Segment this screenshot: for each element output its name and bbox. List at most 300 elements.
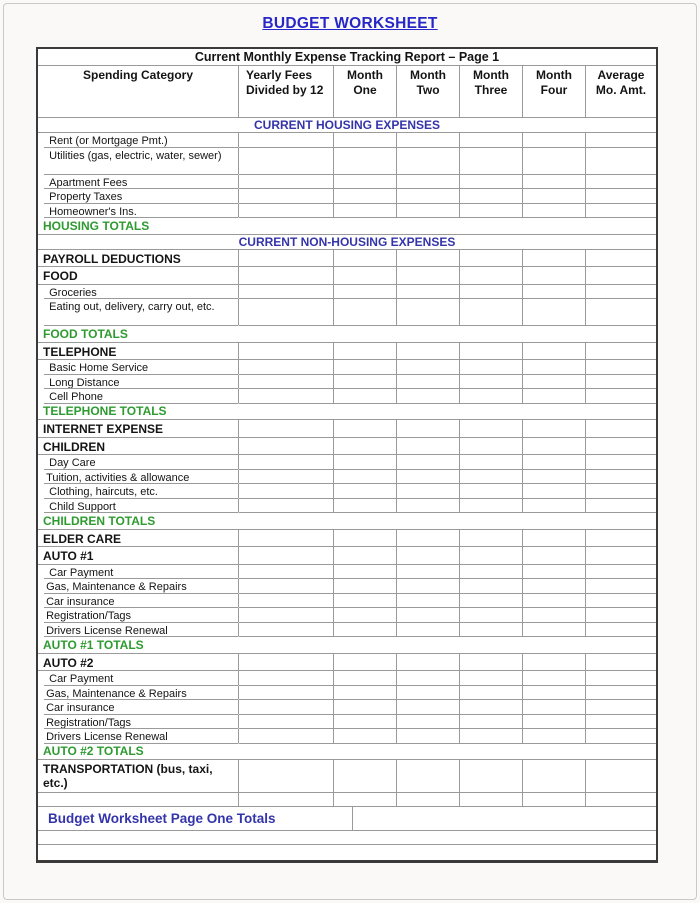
month-1-cell (334, 389, 397, 404)
average-amount-cell (586, 455, 656, 470)
average-amount-cell (586, 438, 656, 455)
month-2-cell (397, 189, 460, 204)
expense-item-row (38, 499, 656, 514)
month-2-cell (397, 594, 460, 609)
spending-category-cell: Registration/Tags (38, 715, 239, 730)
average-amount-cell (586, 565, 656, 580)
spending-category-cell: PAYROLL DEDUCTIONS (38, 250, 239, 267)
expense-item-row (38, 360, 656, 375)
average-amount-cell (353, 807, 657, 830)
month-3-cell (460, 499, 523, 514)
month-4-cell (523, 579, 586, 594)
expense-item-row (38, 189, 656, 204)
month-4-cell (523, 565, 586, 580)
month-3-cell (460, 343, 523, 360)
month-2-cell (397, 608, 460, 623)
spending-category-cell: Property Taxes (38, 189, 239, 204)
month-3-cell (460, 204, 523, 219)
month-2-cell (397, 729, 460, 744)
spending-category-cell: Clothing, haircuts, etc. (38, 484, 239, 499)
month-3-cell (460, 148, 523, 175)
spending-category-cell: ELDER CARE (38, 530, 239, 547)
average-amount-cell (586, 148, 656, 175)
yearly-fee-cell (239, 499, 334, 514)
month-3-cell (460, 700, 523, 715)
month-3-cell (460, 470, 523, 485)
yearly-fee-cell (239, 420, 334, 437)
month-4-cell (523, 715, 586, 730)
month-2-cell (397, 250, 460, 267)
row-label: AUTO #2 TOTALS (43, 744, 144, 759)
spending-category-cell (38, 793, 239, 806)
blank-cell (38, 845, 656, 860)
average-amount-cell (586, 133, 656, 148)
month-1-cell (334, 204, 397, 219)
month-2-cell (397, 204, 460, 219)
table-body (38, 118, 656, 860)
month-1-cell (334, 250, 397, 267)
spending-category-cell: Car insurance (38, 594, 239, 609)
spending-category-cell: Cell Phone (38, 389, 239, 404)
month-4-cell (523, 189, 586, 204)
month-4-cell (523, 623, 586, 638)
yearly-fee-cell (239, 343, 334, 360)
month-4-cell (523, 133, 586, 148)
average-amount-cell (586, 793, 656, 806)
month-2-cell (397, 499, 460, 514)
expense-item-row (38, 729, 656, 744)
month-2-cell (397, 793, 460, 806)
section-totals-row (38, 744, 656, 761)
expense-item-row (38, 389, 656, 404)
yearly-fee-cell (239, 715, 334, 730)
month-3-cell (460, 565, 523, 580)
month-3-cell (460, 793, 523, 806)
month-2-cell (397, 299, 460, 326)
average-amount-cell (586, 530, 656, 547)
month-2-cell (397, 360, 460, 375)
month-1-cell (334, 470, 397, 485)
yearly-fee-cell (239, 729, 334, 744)
month-3-cell (460, 267, 523, 284)
month-1-cell (334, 623, 397, 638)
month-4-cell (523, 686, 586, 701)
month-4-cell (523, 499, 586, 514)
average-amount-cell (586, 547, 656, 564)
blank-entry-row (38, 793, 656, 807)
month-3-cell (460, 729, 523, 744)
spending-category-cell: Basic Home Service (38, 360, 239, 375)
average-amount-cell (586, 654, 656, 671)
spending-category-cell: Car Payment (38, 565, 239, 580)
month-4-cell (523, 455, 586, 470)
yearly-fee-cell (239, 579, 334, 594)
month-2-cell (397, 760, 460, 792)
month-1-cell (334, 175, 397, 190)
month-1-cell (334, 360, 397, 375)
row-label: AUTO #1 TOTALS (43, 637, 144, 652)
month-1-cell (334, 671, 397, 686)
month-4-cell (523, 148, 586, 175)
expense-item-row (38, 299, 656, 326)
expense-item-row (38, 671, 656, 686)
yearly-fee-cell (239, 594, 334, 609)
month-3-cell (460, 530, 523, 547)
month-3-cell (460, 760, 523, 792)
spending-category-cell: Day Care (38, 455, 239, 470)
yearly-fee-cell (239, 175, 334, 190)
section-totals-row (38, 326, 656, 343)
expense-item-row (38, 715, 656, 730)
month-1-cell (334, 438, 397, 455)
month-4-cell (523, 204, 586, 219)
yearly-fee-cell (239, 547, 334, 564)
spending-category-cell: Utilities (gas, electric, water, sewer) (38, 148, 239, 175)
yearly-fee-cell (239, 250, 334, 267)
month-4-cell (523, 654, 586, 671)
month-2-cell (397, 148, 460, 175)
month-1-cell (334, 420, 397, 437)
month-1-cell (334, 267, 397, 284)
month-4-cell (523, 389, 586, 404)
row-label: FOOD TOTALS (43, 326, 128, 341)
average-amount-cell (586, 175, 656, 190)
spending-category-cell: Apartment Fees (38, 175, 239, 190)
section-totals-row (38, 218, 656, 235)
month-4-cell (523, 438, 586, 455)
average-amount-cell (586, 594, 656, 609)
section-header-row (38, 118, 656, 133)
month-4-cell (523, 793, 586, 806)
average-amount-cell (586, 360, 656, 375)
expense-category-row (38, 267, 656, 285)
expense-category-row (38, 343, 656, 361)
yearly-fee-cell (239, 204, 334, 219)
average-amount-cell (586, 700, 656, 715)
spending-category-cell: TELEPHONE (38, 343, 239, 360)
average-amount-cell (586, 729, 656, 744)
yearly-fee-cell (239, 375, 334, 390)
average-amount-cell (586, 299, 656, 326)
col-header-month-one: Month One (334, 66, 397, 117)
average-amount-cell (586, 375, 656, 390)
month-3-cell (460, 285, 523, 300)
month-3-cell (460, 175, 523, 190)
row-label: CHILDREN TOTALS (43, 513, 156, 528)
spending-category-cell: INTERNET EXPENSE (38, 420, 239, 437)
month-3-cell (460, 189, 523, 204)
month-1-cell (334, 343, 397, 360)
expense-category-row (38, 420, 656, 438)
average-amount-cell (586, 470, 656, 485)
month-3-cell (460, 455, 523, 470)
month-4-cell (523, 360, 586, 375)
expense-item-row (38, 285, 656, 300)
expense-item-row (38, 175, 656, 190)
spending-category-cell: Registration/Tags (38, 608, 239, 623)
month-3-cell (460, 299, 523, 326)
month-4-cell (523, 375, 586, 390)
average-amount-cell (586, 608, 656, 623)
spending-category-cell: Groceries (38, 285, 239, 300)
yearly-fee-cell (239, 299, 334, 326)
month-2-cell (397, 420, 460, 437)
expense-category-row (38, 530, 656, 548)
expense-item-row (38, 579, 656, 594)
row-label: HOUSING TOTALS (43, 218, 150, 233)
spending-category-cell: Car Payment (38, 671, 239, 686)
month-2-cell (397, 530, 460, 547)
blank-cell (38, 831, 656, 844)
yearly-fee-cell (239, 623, 334, 638)
month-1-cell (334, 148, 397, 175)
month-4-cell (523, 175, 586, 190)
average-amount-cell (586, 389, 656, 404)
spending-category-cell: Drivers License Renewal (38, 729, 239, 744)
section-totals-row (38, 404, 656, 421)
yearly-fee-cell (239, 671, 334, 686)
month-1-cell (334, 565, 397, 580)
yearly-fee-cell (239, 793, 334, 806)
month-3-cell (460, 594, 523, 609)
month-2-cell (397, 285, 460, 300)
month-2-cell (397, 700, 460, 715)
month-3-cell (460, 484, 523, 499)
month-3-cell (460, 654, 523, 671)
page-title: BUDGET WORKSHEET (262, 15, 438, 32)
month-1-cell (334, 608, 397, 623)
col-header-average: Average Mo. Amt. (595, 68, 647, 97)
average-amount-cell (586, 671, 656, 686)
expense-category-row (38, 250, 656, 268)
section-header-row (38, 235, 656, 250)
row-label: CURRENT NON-HOUSING EXPENSES (238, 234, 456, 249)
yearly-fee-cell (239, 470, 334, 485)
column-header-row (38, 66, 656, 118)
month-3-cell (460, 133, 523, 148)
expense-item-row (38, 623, 656, 638)
average-amount-cell (586, 267, 656, 284)
col-header-spending-category: Spending Category (38, 66, 239, 117)
month-2-cell (397, 654, 460, 671)
month-2-cell (397, 389, 460, 404)
expense-item-row (38, 594, 656, 609)
average-amount-cell (586, 686, 656, 701)
month-1-cell (334, 700, 397, 715)
spending-category-cell: Car insurance (38, 700, 239, 715)
yearly-fee-cell (239, 700, 334, 715)
month-1-cell (334, 189, 397, 204)
month-1-cell (334, 375, 397, 390)
yearly-fee-cell (239, 455, 334, 470)
spending-category-cell: Drivers License Renewal (38, 623, 239, 638)
month-4-cell (523, 594, 586, 609)
section-totals-row (38, 513, 656, 530)
month-2-cell (397, 686, 460, 701)
month-1-cell (334, 715, 397, 730)
yearly-fee-cell (239, 608, 334, 623)
month-4-cell (523, 760, 586, 792)
month-2-cell (397, 715, 460, 730)
expense-item-row (38, 608, 656, 623)
expense-item-row (38, 565, 656, 580)
month-4-cell (523, 267, 586, 284)
budget-table (36, 47, 658, 863)
month-1-cell (334, 579, 397, 594)
col-header-month-four: Month Four (523, 66, 586, 117)
month-2-cell (397, 133, 460, 148)
spending-category-cell: FOOD (38, 267, 239, 284)
month-4-cell (523, 608, 586, 623)
section-totals-row (38, 637, 656, 654)
month-2-cell (397, 484, 460, 499)
spending-category-cell: TRANSPORTATION (bus, taxi, etc.) (38, 760, 239, 792)
month-4-cell (523, 547, 586, 564)
month-1-cell (334, 499, 397, 514)
expense-item-row (38, 686, 656, 701)
month-2-cell (397, 375, 460, 390)
month-4-cell (523, 470, 586, 485)
average-amount-cell (586, 420, 656, 437)
month-4-cell (523, 299, 586, 326)
spending-category-cell: AUTO #2 (38, 654, 239, 671)
month-1-cell (334, 793, 397, 806)
month-1-cell (334, 594, 397, 609)
average-amount-cell (586, 715, 656, 730)
month-2-cell (397, 565, 460, 580)
spending-category-cell: AUTO #1 (38, 547, 239, 564)
yearly-fee-cell (239, 133, 334, 148)
yearly-fee-cell (239, 189, 334, 204)
month-4-cell (523, 285, 586, 300)
expense-item-row (38, 700, 656, 715)
month-1-cell (334, 299, 397, 326)
month-1-cell (334, 285, 397, 300)
expense-item-row (38, 148, 656, 175)
month-1-cell (334, 547, 397, 564)
month-3-cell (460, 686, 523, 701)
month-3-cell (460, 623, 523, 638)
month-2-cell (397, 623, 460, 638)
yearly-fee-cell (239, 360, 334, 375)
month-1-cell (334, 760, 397, 792)
month-4-cell (523, 343, 586, 360)
month-2-cell (397, 671, 460, 686)
month-3-cell (460, 671, 523, 686)
yearly-fee-cell (239, 438, 334, 455)
average-amount-cell (586, 579, 656, 594)
month-1-cell (334, 729, 397, 744)
month-3-cell (460, 389, 523, 404)
month-1-cell (334, 654, 397, 671)
expense-item-row (38, 455, 656, 470)
month-3-cell (460, 438, 523, 455)
expense-item-row (38, 470, 656, 485)
average-amount-cell (586, 204, 656, 219)
expense-category-row (38, 760, 656, 793)
month-4-cell (523, 484, 586, 499)
month-4-cell (523, 420, 586, 437)
yearly-fee-cell (239, 267, 334, 284)
expense-item-row (38, 375, 656, 390)
expense-category-row (38, 654, 656, 672)
yearly-fee-cell (239, 565, 334, 580)
row-label: TELEPHONE TOTALS (43, 404, 167, 419)
row-label: Budget Worksheet Page One Totals (38, 807, 353, 830)
month-2-cell (397, 175, 460, 190)
expense-item-row (38, 484, 656, 499)
yearly-fee-cell (239, 654, 334, 671)
yearly-fee-cell (239, 530, 334, 547)
month-2-cell (397, 343, 460, 360)
expense-item-row (38, 133, 656, 148)
report-title: Current Monthly Expense Tracking Report – Page 1 (38, 49, 656, 66)
spending-category-cell: Homeowner's Ins. (38, 204, 239, 219)
month-3-cell (460, 547, 523, 564)
average-amount-cell (586, 250, 656, 267)
month-3-cell (460, 579, 523, 594)
spending-category-cell: Gas, Maintenance & Repairs (38, 579, 239, 594)
average-amount-cell (586, 189, 656, 204)
average-amount-cell (586, 484, 656, 499)
spending-category-cell: Gas, Maintenance & Repairs (38, 686, 239, 701)
month-1-cell (334, 133, 397, 148)
expense-category-row (38, 547, 656, 565)
month-4-cell (523, 250, 586, 267)
yearly-fee-cell (239, 389, 334, 404)
average-amount-cell (586, 760, 656, 792)
month-1-cell (334, 686, 397, 701)
yearly-fee-cell (239, 760, 334, 792)
month-4-cell (523, 530, 586, 547)
page-totals-row (38, 807, 656, 831)
month-3-cell (460, 420, 523, 437)
average-amount-cell (586, 285, 656, 300)
spending-category-cell: Rent (or Mortgage Pmt.) (38, 133, 239, 148)
blank-row (38, 831, 656, 845)
month-4-cell (523, 729, 586, 744)
month-2-cell (397, 455, 460, 470)
month-4-cell (523, 700, 586, 715)
month-2-cell (397, 438, 460, 455)
yearly-fee-cell (239, 285, 334, 300)
month-3-cell (460, 250, 523, 267)
month-4-cell (523, 671, 586, 686)
spending-category-cell: Child Support (38, 499, 239, 514)
spending-category-cell: Eating out, delivery, carry out, etc. (38, 299, 239, 326)
blank-row (38, 845, 656, 860)
month-1-cell (334, 455, 397, 470)
expense-item-row (38, 204, 656, 219)
average-amount-cell (586, 623, 656, 638)
spending-category-cell: Long Distance (38, 375, 239, 390)
yearly-fee-cell (239, 484, 334, 499)
month-1-cell (334, 484, 397, 499)
month-2-cell (397, 579, 460, 594)
spending-category-cell: CHILDREN (38, 438, 239, 455)
yearly-fee-cell (239, 148, 334, 175)
row-label: CURRENT HOUSING EXPENSES (253, 118, 441, 132)
col-header-month-two: Month Two (397, 66, 460, 117)
average-amount-cell (586, 343, 656, 360)
month-3-cell (460, 375, 523, 390)
month-2-cell (397, 267, 460, 284)
month-3-cell (460, 608, 523, 623)
spending-category-cell: Tuition, activities & allowance (38, 470, 239, 485)
month-3-cell (460, 360, 523, 375)
col-header-month-three: Month Three (460, 66, 523, 117)
yearly-fee-cell (239, 686, 334, 701)
